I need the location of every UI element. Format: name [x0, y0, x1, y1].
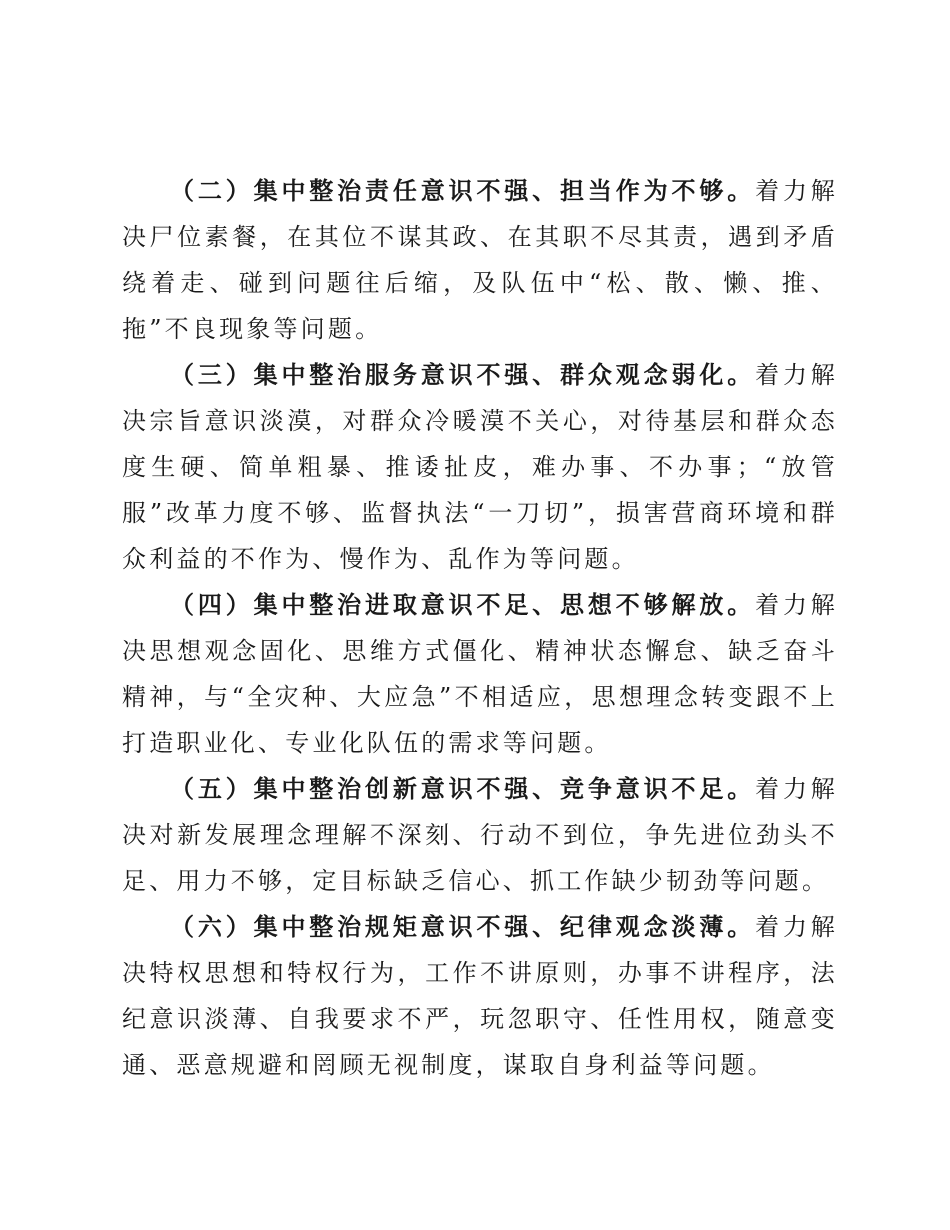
paragraph-5 [122, 766, 838, 904]
paragraph-body: 着力解决对新发展理念理解不深刻、行动不到位，争先进位劲头不足、用力不够，定目标缺乏信心、抓工作缺少韧劲等问题。 [122, 775, 838, 895]
paragraph-6 [122, 904, 838, 1088]
paragraph-heading: （五）集中整治创新意识不强、竞争意识不足。 [170, 775, 756, 803]
document-body [122, 168, 838, 1088]
paragraph-body: 着力解决尸位素餐，在其位不谋其政、在其职不尽其责，遇到矛盾绕着走、碰到问题往后缩，及队伍中“松、散、懒、推、拖”不良现象等问题。 [122, 177, 838, 343]
paragraph-body: 着力解决思想观念固化、思维方式僵化、精神状态懈怠、缺乏奋斗精神，与“全灾种、大应急”不相适应，思想理念转变跟不上打造职业化、专业化队伍的需求等问题。 [122, 591, 838, 757]
paragraph-2 [122, 168, 838, 352]
paragraph-heading: （三）集中整治服务意识不强、群众观念弱化。 [170, 361, 756, 389]
paragraph-body: 着力解决宗旨意识淡漠，对群众冷暖漠不关心，对待基层和群众态度生硬、简单粗暴、推诿扯皮，难办事、不办事；“放管服”改革力度不够、监督执法“一刀切”，损害营商环境和群众利益的不作为、慢作为、乱作为等问题。 [122, 361, 838, 573]
paragraph-heading: （六）集中整治规矩意识不强、纪律观念淡薄。 [170, 913, 756, 941]
paragraph-heading: （二）集中整治责任意识不强、担当作为不够。 [170, 177, 756, 205]
paragraph-body: 着力解决特权思想和特权行为，工作不讲原则，办事不讲程序，法纪意识淡薄、自我要求不严，玩忽职守、任性用权，随意变通、恶意规避和罔顾无视制度，谋取自身利益等问题。 [122, 913, 838, 1079]
paragraph-4 [122, 582, 838, 766]
paragraph-3 [122, 352, 838, 582]
paragraph-heading: （四）集中整治进取意识不足、思想不够解放。 [170, 591, 756, 619]
